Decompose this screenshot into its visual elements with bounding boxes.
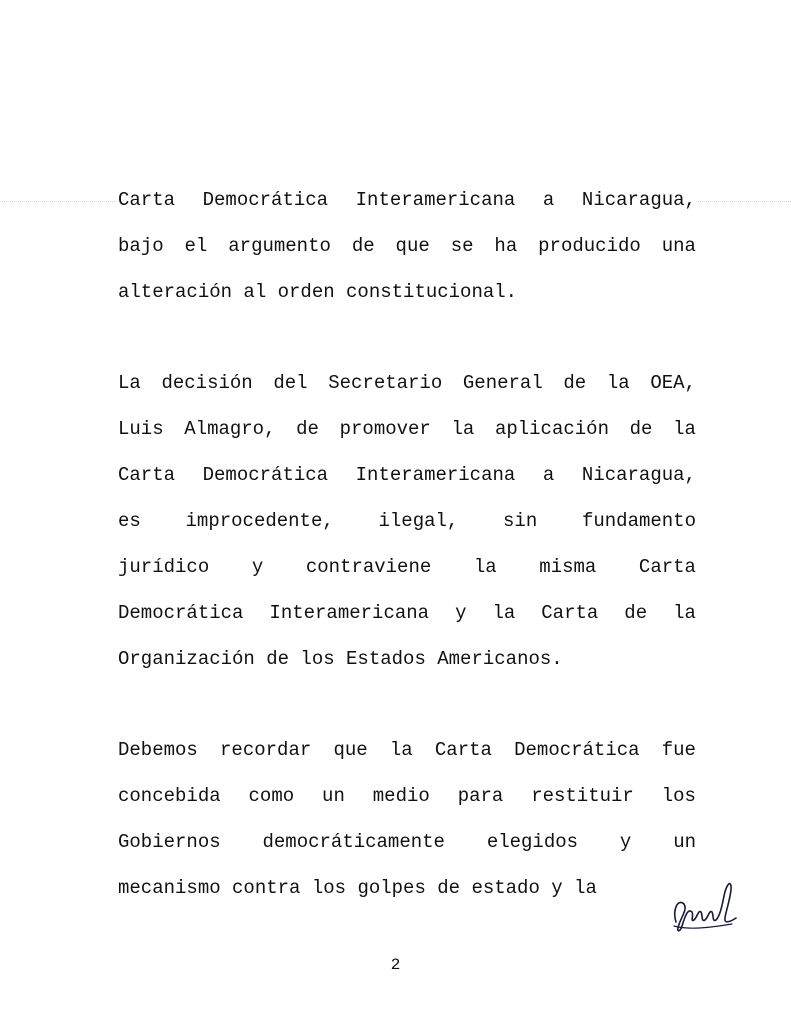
- word: para: [457, 785, 504, 807]
- word: Nicaragua,: [581, 464, 696, 486]
- word: la: [451, 418, 475, 440]
- word: un: [322, 785, 345, 807]
- word: La: [118, 372, 141, 394]
- text-line: [118, 738, 696, 762]
- word: Gobiernos: [118, 831, 221, 853]
- word: promover: [339, 418, 431, 440]
- text-line: [118, 463, 696, 487]
- word: decisión: [161, 372, 253, 394]
- word: medio: [372, 785, 430, 807]
- word: Almagro,: [184, 418, 276, 440]
- word: Secretario: [328, 372, 443, 394]
- word: argumento: [228, 235, 331, 257]
- word: Nicaragua,: [581, 189, 696, 211]
- word: y: [455, 602, 467, 624]
- word: los: [661, 785, 696, 807]
- handwritten-signature: [668, 870, 740, 936]
- text-line: [118, 188, 696, 212]
- word: ilegal,: [378, 510, 459, 532]
- word: a: [542, 464, 555, 486]
- word: improcedente,: [185, 510, 334, 532]
- word: la: [389, 739, 413, 761]
- word: mecanismo: [118, 877, 221, 899]
- word: golpes: [357, 877, 426, 899]
- word: Interamericana: [355, 189, 516, 211]
- word: sin: [503, 510, 538, 532]
- word: democráticamente: [262, 831, 445, 853]
- word: Organización: [118, 648, 255, 670]
- word: Estados: [346, 648, 426, 670]
- word: elegidos: [486, 831, 579, 853]
- word: Interamericana: [355, 464, 516, 486]
- word: la: [673, 602, 696, 624]
- word: una: [661, 235, 696, 257]
- word: y: [551, 877, 563, 899]
- word: contra: [232, 877, 301, 899]
- word: que: [395, 235, 430, 257]
- word: Carta: [541, 602, 599, 624]
- text-line: [118, 371, 696, 395]
- word: Carta: [434, 739, 492, 761]
- word: alteración: [118, 281, 233, 303]
- word: misma: [539, 556, 597, 578]
- word: General: [462, 372, 543, 394]
- word: Luis: [118, 418, 164, 440]
- word: la: [574, 877, 597, 899]
- word: concebida: [118, 785, 221, 807]
- word: del: [273, 372, 308, 394]
- word: fue: [661, 739, 696, 761]
- word: restituir: [531, 785, 634, 807]
- word: de: [629, 418, 653, 440]
- word: de: [563, 372, 587, 394]
- word: contraviene: [305, 556, 432, 578]
- word: Democrática: [202, 189, 329, 211]
- word: que: [333, 739, 368, 761]
- text-line: [118, 876, 696, 900]
- word: constitucional.: [346, 281, 518, 303]
- word: al: [243, 281, 267, 303]
- word: de: [351, 235, 375, 257]
- word: los: [311, 877, 347, 899]
- word: fundamento: [581, 510, 696, 532]
- text-line: [118, 417, 696, 441]
- text-line: [118, 280, 696, 304]
- word: Carta: [118, 464, 176, 486]
- word: un: [673, 831, 696, 853]
- word: de: [296, 418, 319, 440]
- word: es: [118, 510, 141, 532]
- text-line: [118, 830, 696, 854]
- word: Americanos.: [437, 648, 563, 670]
- word: recordar: [220, 739, 312, 761]
- word: y: [251, 556, 264, 578]
- word: se: [450, 235, 474, 257]
- word: el: [184, 235, 208, 257]
- word: a: [542, 189, 555, 211]
- word: y: [619, 831, 632, 853]
- word: la: [473, 556, 497, 578]
- word: de: [437, 877, 461, 899]
- word: Carta: [118, 189, 176, 211]
- text-line: [118, 555, 696, 579]
- word: la: [492, 602, 516, 624]
- word: Interamericana: [269, 602, 430, 624]
- word: aplicación: [494, 418, 609, 440]
- word: ha: [494, 235, 518, 257]
- word: Democrática: [514, 739, 640, 761]
- text-line: [118, 784, 696, 808]
- text-line: [118, 647, 696, 671]
- text-line: [118, 509, 696, 533]
- text-line: [118, 601, 696, 625]
- word: de: [266, 648, 290, 670]
- page-number: 2: [390, 956, 401, 974]
- word: estado: [471, 877, 540, 899]
- word: de: [624, 602, 648, 624]
- word: bajo: [118, 235, 164, 257]
- word: la: [673, 418, 696, 440]
- text-line: [118, 234, 696, 258]
- word: jurídico: [118, 556, 210, 578]
- word: OEA,: [650, 372, 696, 394]
- word: producido: [538, 235, 641, 257]
- word: Carta: [638, 556, 696, 578]
- word: orden: [277, 281, 335, 303]
- word: como: [248, 785, 295, 807]
- word: los: [300, 648, 335, 670]
- word: Democrática: [202, 464, 329, 486]
- word: Democrática: [118, 602, 244, 624]
- word: la: [606, 372, 630, 394]
- word: Debemos: [118, 739, 198, 761]
